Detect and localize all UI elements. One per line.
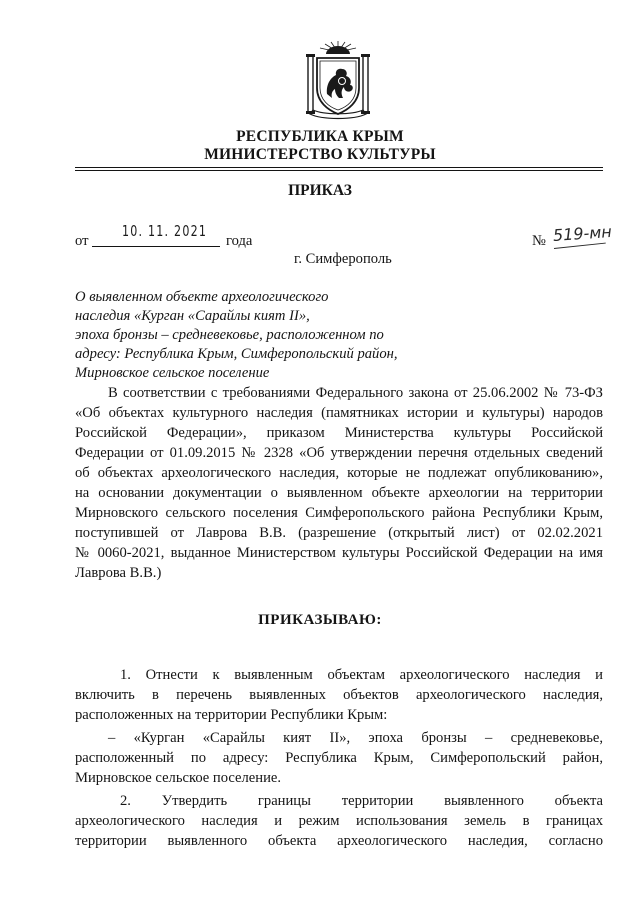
order-directive-heading: ПРИКАЗЫВАЮ: [258, 612, 382, 628]
date-value-stamp: 10. 11. 2021 [122, 222, 208, 240]
preamble-line: об объектах археологического наследия, которые не подлежат опубликованию», [75, 465, 603, 481]
item-2-line: 2. Утвердить границы территории выявленного объекта [120, 793, 603, 809]
item-1-entry-line: Мирновское сельское поселение. [75, 770, 282, 786]
subject-line: адресу: Республика Крым, Симферопольский район, [75, 346, 398, 362]
header-divider [75, 170, 603, 171]
order-number-handwritten: 519-мн [552, 221, 613, 245]
city-name: г. Симферополь [294, 251, 392, 267]
item-2-line: археологического наследия и режим использования земель в границах [75, 813, 603, 829]
subject-line: наследия «Курган «Сарайлы кият II», [75, 308, 310, 324]
subject-line: эпоха бронзы – средневековье, расположенном по [75, 327, 384, 343]
subject-line: Мирновское сельское поселение [75, 365, 270, 381]
preamble-line: Российской Федерации», приказом Министерства культуры Российской [75, 425, 603, 441]
item-1-line: включить в перечень выявленных объектов археологического наследия, [75, 687, 603, 703]
coat-of-arms-emblem [300, 38, 376, 122]
document-type-title: ПРИКАЗ [288, 182, 352, 199]
item-1-line: расположенных на территории Республики Крым: [75, 707, 388, 723]
preamble-line: В соответствии с требованиями Федерального закона от 25.06.2002 № 73-ФЗ [108, 385, 603, 401]
preamble-line: поступившей от Лаврова В.В. (разрешение (открытый лист) от 02.02.2021 [75, 525, 603, 541]
preamble-line: Лаврова В.В.) [75, 565, 162, 581]
preamble-line: на основании документации о выявленном объекте археологии на территории [75, 485, 603, 501]
item-2-line: территории выявленного объекта археологического наследия, согласно [75, 833, 603, 849]
document-subject [75, 288, 435, 383]
subject-line: О выявленном объекте археологического [75, 289, 329, 305]
item-1-entry-line: расположенный по адресу: Республика Крым, Симферопольский район, [75, 750, 603, 766]
preamble-line: № 0060-2021, выданное Министерством культуры Российской Федерации на имя [75, 545, 603, 561]
preamble-line: Мирновского сельского поселения Симферопольского района Республики Крым, [75, 505, 603, 521]
org-name-republic: РЕСПУБЛИКА КРЫМ [236, 128, 404, 145]
number-prefix: № [532, 233, 546, 249]
preamble-line: «Об объектах культурного наследия (памятниках истории и культуры) народов [75, 405, 603, 421]
header-divider [75, 167, 603, 168]
date-suffix: года [226, 233, 253, 249]
date-prefix: от [75, 233, 89, 249]
org-name-ministry: МИНИСТЕРСТВО КУЛЬТУРЫ [204, 146, 436, 163]
date-underline [92, 246, 220, 247]
item-1-entry-line: – «Курган «Сарайлы кият II», эпоха бронзы – средневековье, [108, 730, 603, 746]
item-1-line: 1. Отнести к выявленным объектам археологического наследия и [120, 667, 603, 683]
preamble-line: Федерации от 01.09.2015 № 2328 «Об утверждении перечня отдельных сведений [75, 445, 603, 461]
